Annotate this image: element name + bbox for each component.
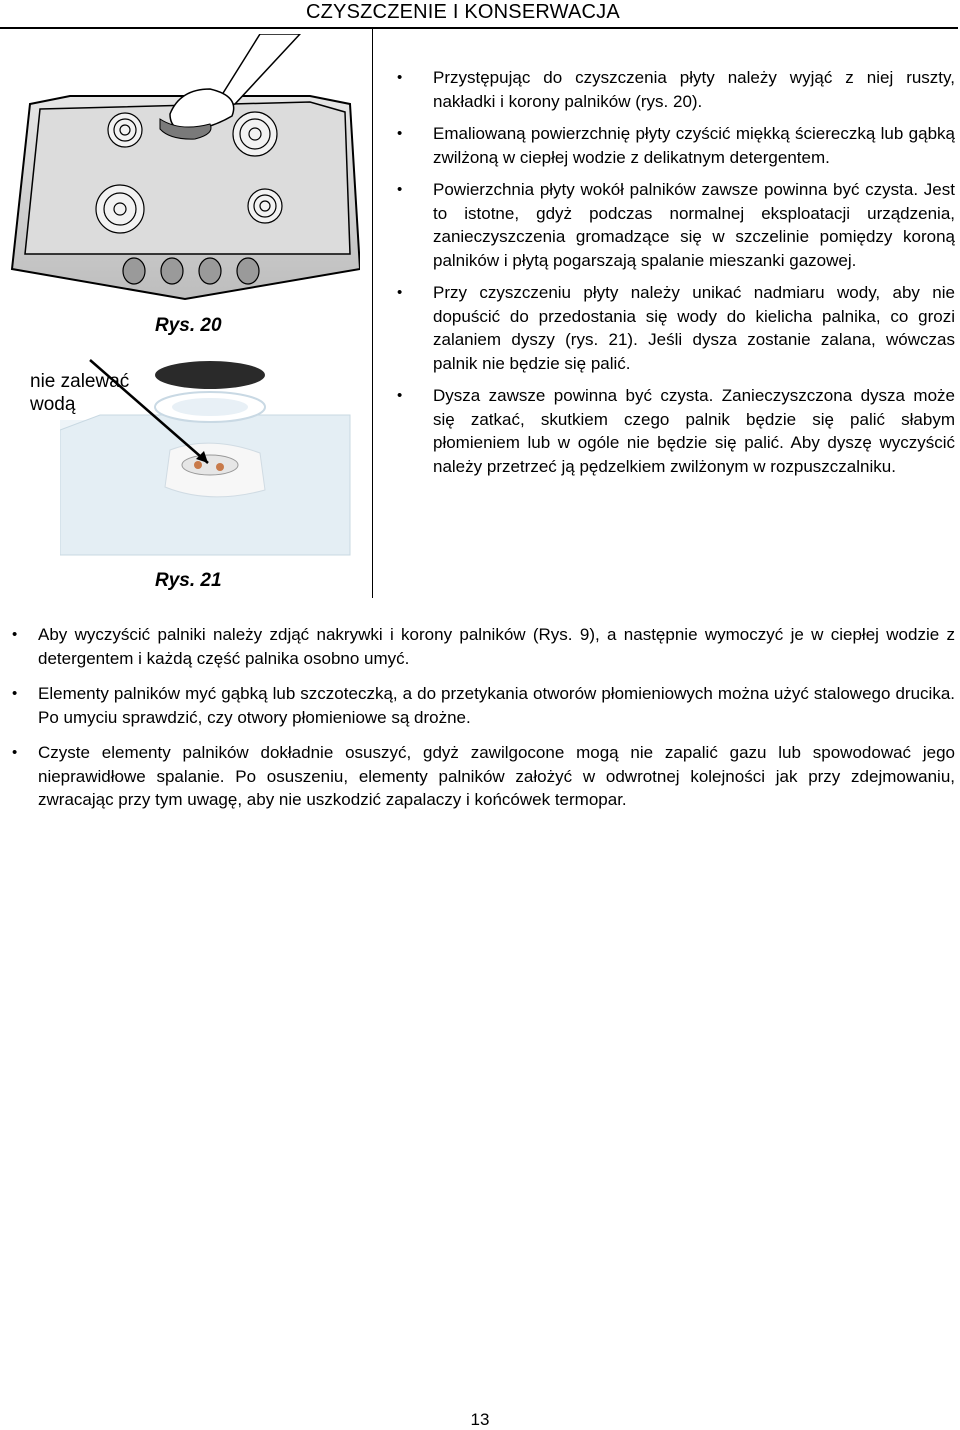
list-item-text: Powierzchnia płyty wokół palników zawsze powinna być czysta. Jest to istotne, gdyż podczas normalnej eksploatacji urządzenia, zanieczyszczenia gromadzące się w szczelinie pomiędzy koroną palników i płytą pogarszają spalanie mieszanki gazowej. bbox=[433, 180, 955, 270]
bullet-icon: • bbox=[12, 626, 18, 643]
list-item-text: Dysza zawsze powinna być czysta. Zanieczyszczona dysza może się zatkać, skutkiem czego palnik będzie się palić słabym płomieniem lub w ogóle nie będzie się palić. Aby dyszę wyczyścić należy przetrzeć ją pędzelkiem zwilżonym w rozpuszczalniku. bbox=[433, 386, 955, 476]
list-item bbox=[395, 178, 955, 272]
figure-burner-water bbox=[60, 355, 355, 560]
list-item bbox=[10, 682, 955, 729]
header bbox=[0, 0, 960, 28]
warning-label: nie zalewać wodą bbox=[30, 371, 130, 415]
list-item bbox=[395, 281, 955, 375]
list-item bbox=[395, 66, 955, 113]
header-rule bbox=[0, 27, 958, 29]
bottom-instructions-list bbox=[10, 623, 955, 824]
figure-hob-cleaning bbox=[10, 34, 360, 314]
list-item bbox=[395, 384, 955, 478]
list-item bbox=[395, 122, 955, 169]
column-divider bbox=[372, 28, 373, 598]
list-item-text: Emaliowaną powierzchnię płyty czyścić miękką ściereczką lub gąbką zwilżoną w ciepłej wodzie z delikatnym detergentem. bbox=[433, 124, 955, 167]
bullet-icon: • bbox=[12, 744, 18, 761]
bullet-icon: • bbox=[12, 685, 18, 702]
list-item bbox=[10, 741, 955, 812]
page-number: 13 bbox=[470, 1410, 490, 1429]
right-instructions-list bbox=[395, 66, 955, 487]
list-item bbox=[10, 623, 955, 670]
page-title: CZYSZCZENIE I KONSERWACJA bbox=[306, 1, 620, 23]
bullet-icon: • bbox=[397, 69, 403, 86]
bullet-icon: • bbox=[397, 284, 403, 301]
figure-21-caption: Rys. 21 bbox=[155, 570, 222, 591]
bullet-icon: • bbox=[397, 125, 403, 142]
bullet-icon: • bbox=[397, 387, 403, 404]
list-item-text: Elementy palników myć gąbką lub szczoteczką, a do przetykania otworów płomieniowych można użyć stalowego drucika. Po umyciu sprawdzić, czy otwory płomieniowe są drożne. bbox=[38, 684, 955, 727]
list-item-text: Przy czyszczeniu płyty należy unikać nadmiaru wody, aby nie dopuścić do przedostania się wody do kielicha palnika, co grozi zalaniem dyszy (rys. 21). Jeśli dysza zostanie zalana, wówczas palnik nie będzie się palić. bbox=[433, 283, 955, 373]
list-item-text: Czyste elementy palników dokładnie osuszyć, gdyż zawilgocone mogą nie zapalić gazu lub spowodować jego nieprawidłowe spalanie. Po osuszeniu, elementy palników założyć w odwrotnej kolejności jak przy zdejmowaniu, zwracając przy tym uwagę, aby nie uszkodzić zapalaczy i końcówek termopar. bbox=[38, 743, 955, 809]
list-item-text: Aby wyczyścić palniki należy zdjąć nakrywki i korony palników (Rys. 9), a następnie wymoczyć je w ciepłej wodzie z detergentem i każdą część palnika osobno umyć. bbox=[38, 625, 955, 668]
bullet-icon: • bbox=[397, 181, 403, 198]
list-item-text: Przystępując do czyszczenia płyty należy wyjąć z niej ruszty, nakładki i korony palników (rys. 20). bbox=[433, 68, 955, 111]
figure-20-caption: Rys. 20 bbox=[155, 315, 222, 336]
